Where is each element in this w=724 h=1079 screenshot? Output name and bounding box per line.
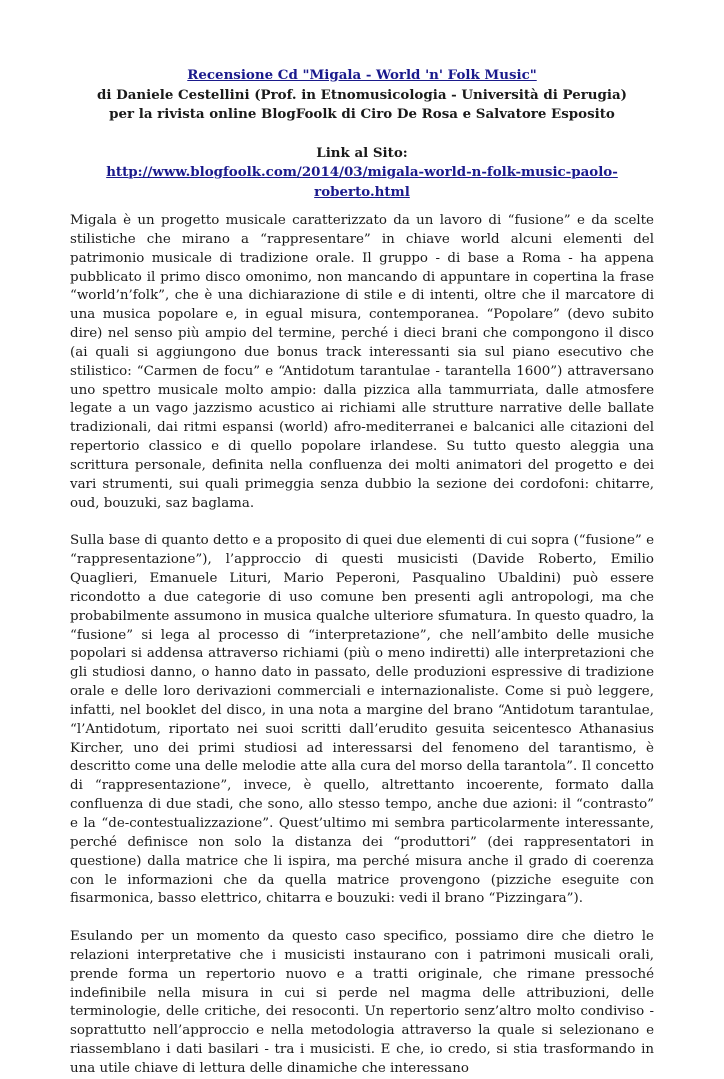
paragraph-3: Esulando per un momento da questo caso specifico, possiamo dire che dietro le relazioni interpretative che i musicisti instaurano con i patrimoni musicali orali, prende forma un repertorio nuovo e a tratti originale, che rimane pressoché indefinibile nella misura in cui si perde nel magma delle attribuzioni, delle terminologie, delle critiche, dei resoconti. Un repertorio senz’altro molto condiviso - soprattutto nell’approccio e nella metodologia attraverso la quale si selezionano e riassemblano i dati basilari - tra i musicisti. E che, io credo, si stia trasformando in una utile chiave di lettura delle dinamiche che interessano (70, 929, 654, 1076)
site-label: Link al Sito: (316, 144, 408, 161)
site-url-row (70, 163, 654, 202)
author-line: di Daniele Cestellini (Prof. in Etnomusicologia - Università di Perugia) (97, 86, 627, 103)
paragraph-1: Migala è un progetto musicale caratterizzato da un lavoro di “fusione” e da scelte stilistiche che mirano a “rappresentare” in chiave world alcuni elementi del patrimonio musicale di tradizione orale. Il gruppo - di base a Roma - ha appena pubblicato il primo disco omonimo, non mancando di appuntare in copertina la frase “world’n’folk”, che è una dichiarazione di stile e di intenti, oltre che il marcatore di una musica popolare e, in egual misura, contemporanea. “Popolare” (devo subito dire) nel senso più ampio del termine, perché i dieci brani che compongono il disco (ai quali si aggiungono due bonus track interessanti sia sul piano esecutivo che stilistico: “Carmen de focu” e “Antidotum tarantulae - tarantella 1600”) attraversano uno spettro musicale molto ampio: dalla pizzica alla tammurriata, dalle atmosfere legate a un vago jazzismo acustico ai richiami alle strutture narrative delle ballate tradizionali, dai ritmi espansi (world) afro-mediterranei e balcanici alle citazioni del repertorio classico e di quello popolare irlandese. Su tutto questo aleggia una scrittura personale, definita nella confluenza dei molti animatori del progetto e dei vari strumenti, sui quali primeggia senza dubbio la sezione dei cordofoni: chitarre, oud, bouzuki, saz baglama. (70, 213, 654, 511)
document-header (70, 66, 654, 202)
review-title-link[interactable]: Recensione Cd "Migala - World 'n' Folk Music" (187, 67, 537, 83)
publication-line: per la rivista online BlogFoolk di Ciro De Rosa e Salvatore Esposito (109, 106, 615, 122)
header-spacer (70, 125, 654, 144)
site-url-link[interactable]: http://www.blogfoolk.com/2014/03/migala-world-n-folk-music-paolo-roberto.html (106, 164, 618, 200)
paragraph-2: Sulla base di quanto detto e a proposito di quei due elementi di cui sopra (“fusione” e “rappresentazione”), l’approccio di questi musicisti (Davide Roberto, Emilio Quaglieri, Emanuele Lituri, Mario Peperoni, Pasqualino Ubaldini) può essere ricondotto a due categorie di uso comune ben presenti agli antropologi, ma che probabilmente assumono in musica qualche ulteriore sfumatura. In questo quadro, la “fusione” si lega al processo di “interpretazione”, che nell’ambito delle musiche popolari si addensa attraverso richiami (più o meno indiretti) alle interpretazioni che gli studiosi danno, o hanno dato in passato, delle produzioni espressive di tradizione orale e delle loro derivazioni commerciali e internazionaliste. Come si può leggere, infatti, nel booklet del disco, in una nota a margine del brano “Antidotum tarantulae, “l’Antidotum, riportato nei suoi scritti dall’erudito gesuita seicentesco Athanasius Kircher, uno dei primi studiosi ad interessarsi del fenomeno del tarantismo, è descritto come una delle melodie atte alla cura del morso della tarantola”. Il concetto di “rappresentazione”, invece, è quello, altrettanto incoerente, formato dalla confluenza di due stadi, che sono, allo stesso tempo, anche due azioni: il “contrasto” e la “de-contestualizzazione”. Quest’ultimo mi sembra particolarmente interessante, perché definisce non solo la distanza dei “produttori” (dei rappresentatori in questione) dalla matrice che li ispira, ma perché misura anche il grado di coerenza con le informazioni che da quella matrice provengono (pizziche eseguite con fisarmonica, basso elettrico, chitarra e bouzuki: vedi il brano “Pizzingara”). (70, 533, 654, 907)
review-title-row (70, 66, 654, 86)
article-body (70, 212, 654, 1079)
